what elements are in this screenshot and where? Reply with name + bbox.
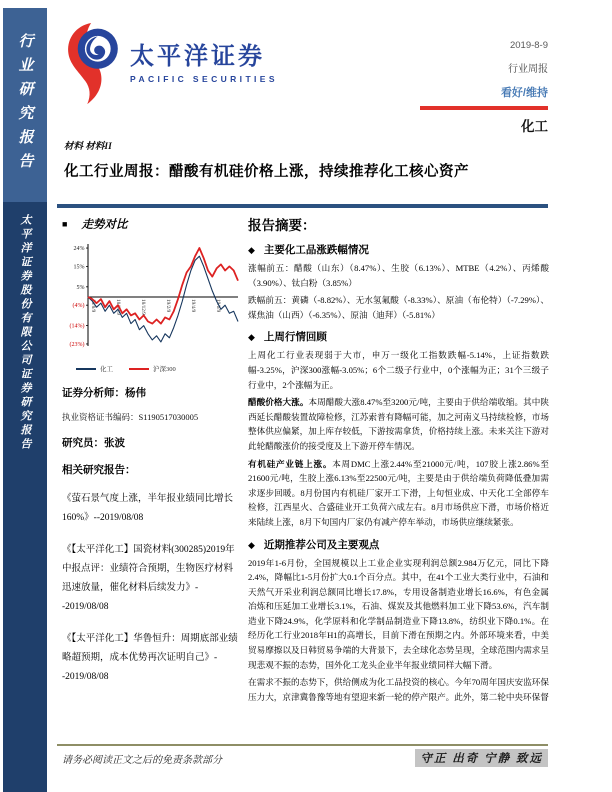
diamond-bullet-icon: ◆ — [248, 539, 255, 550]
chart-section-heading — [62, 216, 242, 232]
legend-swatch-industry — [76, 368, 96, 370]
bullet-market-review-label: 上周行情回顾 — [263, 332, 327, 344]
svg-text:(4%): (4%) — [72, 303, 85, 310]
researcher-line — [62, 435, 242, 450]
svg-text:19/6/9: 19/6/9 — [215, 299, 221, 313]
summary-heading: 报告摘要： — [248, 218, 316, 233]
diamond-bullet-icon: ◆ — [248, 332, 255, 343]
svg-text:5%: 5% — [76, 284, 85, 291]
top-gainers-paragraph: 涨幅前五：醋酸（山东）（8.47%）、生胶（6.13%）、MTBE（4.2%）、丙烯酸（3.90%）、钛白粉（3.85%） — [248, 263, 549, 288]
researcher-name: 张波 — [104, 438, 125, 449]
page-title: 化工行业周报：醋酸有机硅价格上涨，持续推荐化工核心资产 — [64, 164, 469, 180]
chart-legend — [76, 364, 242, 373]
trend-comparison-chart — [62, 240, 242, 362]
svg-text:18/12/9: 18/12/9 — [140, 299, 146, 315]
sector-breadcrumb: 材料 材料II — [64, 142, 112, 152]
svg-text:19/2/9: 19/2/9 — [165, 299, 171, 313]
silicone-paragraph — [248, 457, 549, 530]
chart-heading-label: 走势对比 — [81, 219, 128, 231]
red-accent-rule — [420, 106, 548, 110]
researcher-label: 研究员： — [62, 438, 104, 449]
legend-swatch-index — [129, 368, 149, 370]
svg-text:24%: 24% — [73, 246, 85, 253]
report-type: 行业周报 — [508, 64, 548, 75]
brand-logo — [64, 22, 278, 106]
bullet-market-review — [248, 329, 549, 344]
top-losers-paragraph: 跌幅前五：黄磷（-8.82%）、无水氢氟酸（-8.33%）、原油（布伦特）（-7.29%）、煤焦油（山西）（-6.35%）、原油（迪拜）（-5.81%） — [248, 295, 549, 320]
legend-label-index: 沪深300 — [153, 366, 176, 373]
related-report-3: 《【太平洋化工】华鲁恒升：周期底部业绩略超预期，成本优势再次证明自己》--2019/08/08 — [62, 634, 238, 682]
disclaimer-text: 请务必阅读正文之后的免责条款部分 — [62, 755, 222, 766]
acetic-acid-text: 本周醋酸大涨8.47%至3200元/吨，主要由于供给端收缩。其中陕西延长醋酸装置故障检修，江苏索普有降幅可能，加之河南义马持续检修，市场整体供应偏紧，加上库存较低，下游按需拿货，价格持续上涨。未来关注下游对此轮醋酸涨价的接受度及上下游开停车情况。 — [248, 397, 549, 451]
title-divider-rule — [57, 204, 548, 208]
sidebar-bottom-label: 太平洋证券股份有限公司证券研究报告 — [19, 214, 31, 452]
footer-rule — [57, 744, 548, 746]
rating-label: 看好/维持 — [500, 87, 548, 99]
supply-side-paragraph: 在需求不振的态势下，供给侧成为化工品投资的核心。今年70周年国庆安监环保压力大，京津冀鲁豫等地有望迎来新一轮的停产限产。此外，第二轮中央环保督 — [248, 677, 549, 702]
silicone-text: 本周DMC上涨2.44%至21000元/吨，107胶上涨2.86%至21600元/吨，生胶上涨6.13%至22500元/吨，主要是由于供给端负荷降低叠加需求逐步回暖。8月份国内有机硅厂家开工下滑，上旬恒业成、中天化工全部停车检修，江西星火、合盛硅业开工负荷六成左右。8月市场供应下滑，市场价格近来陆续上涨，8月下旬国内厂家仍有减产停车举动，市场供应继续紧张。 — [248, 458, 549, 527]
svg-text:(14%): (14%) — [69, 323, 85, 330]
svg-text:(23%): (23%) — [69, 341, 85, 348]
bullet-price-moves — [248, 242, 549, 257]
industry-label: 化工 — [521, 119, 548, 134]
silicone-lead: 有机硅产业链上涨。 — [248, 458, 333, 469]
legend-label-industry: 化工 — [100, 366, 113, 373]
sidebar-top-band — [3, 8, 47, 202]
analyst-label: 证券分析师： — [62, 388, 125, 399]
report-meta-block — [420, 40, 548, 135]
macro-paragraph: 2019年1-6月份，全国规模以上工业企业实现利润总额2.984万亿元，同比下降2.4%，降幅比1-5月份扩大0.1个百分点。其中，在41个工业大类行业中，石油和天然气开采业利润总额同比增长17.8%，专用设备制造业增长16.6%，有色金属冶炼和压延加工业增长3.1%，石油、煤炭及其他燃料加工业下降53.6%，汽车制造业下降24.9%，化学原料和化学制品制造业下降13.8%，纺织业下降0.1%。在经历化工行业2018年H1的高增长，目前下滑在预期之内。外部环境来看，中美贸易摩擦以及日韩贸易争端的大背景下，去全球化态势呈现，全球范围内需求呈现悲观不振的态势，国外化工龙头企业半年报业绩同样大幅下滑。 — [248, 557, 549, 670]
svg-text:18/8/9: 18/8/9 — [90, 299, 96, 313]
bullet-price-moves-label: 主要化工品涨跌幅情况 — [263, 245, 369, 256]
analyst-block — [62, 385, 242, 687]
company-motto: 守正 出奇 宁静 致远 — [415, 749, 548, 767]
svg-text:15%: 15% — [73, 264, 85, 271]
left-column — [62, 216, 242, 687]
compass-swirl-icon — [64, 22, 122, 106]
related-reports-heading: 相关研究报告： — [62, 465, 136, 476]
sidebar-bottom-band — [3, 202, 47, 792]
brand-name-en: PACIFIC SECURITIES — [130, 74, 278, 84]
cert-number-line: 执业资格证书编码：S1190517030005 — [62, 412, 199, 422]
svg-text:19/4/9: 19/4/9 — [190, 299, 196, 313]
diamond-bullet-icon: ◆ — [248, 245, 255, 255]
related-report-1: 《萤石景气度上涨，半年报业绩同比增长160%》--2019/08/08 — [62, 494, 234, 523]
legend-item-index — [129, 364, 176, 373]
acetic-acid-paragraph — [248, 395, 549, 453]
acetic-acid-lead: 醋酸价格大涨。 — [248, 397, 309, 408]
analyst-name: 杨伟 — [125, 388, 146, 399]
summary-column — [248, 214, 549, 742]
svg-text:18/10/9: 18/10/9 — [115, 299, 121, 315]
legend-item-industry — [76, 364, 113, 373]
report-date: 2019-8-9 — [509, 40, 548, 51]
analyst-line — [62, 385, 242, 400]
market-review-paragraph: 上周化工行业表现弱于大市，申万一级化工指数跌幅-5.14%，上证指数跌幅-3.25%，沪深300涨幅-3.05%；6个二级子行业中，0个涨幅为正；31个三级子行业中，2个涨幅为正。 — [248, 350, 549, 390]
square-bullet-icon: ■ — [62, 219, 68, 229]
sidebar-top-label: 行业研究报告 — [16, 33, 33, 177]
brand-name-cn: 太平洋证券 — [130, 43, 265, 70]
bullet-recommendations-label: 近期推荐公司及主要观点 — [263, 539, 380, 551]
related-report-2: 《【太平洋化工】国瓷材料(300285)2019年中报点评：业绩符合预期，生物医疗材料迅速放量，催化材料后续发力》--2019/08/08 — [62, 545, 235, 612]
bullet-recommendations — [248, 537, 549, 552]
